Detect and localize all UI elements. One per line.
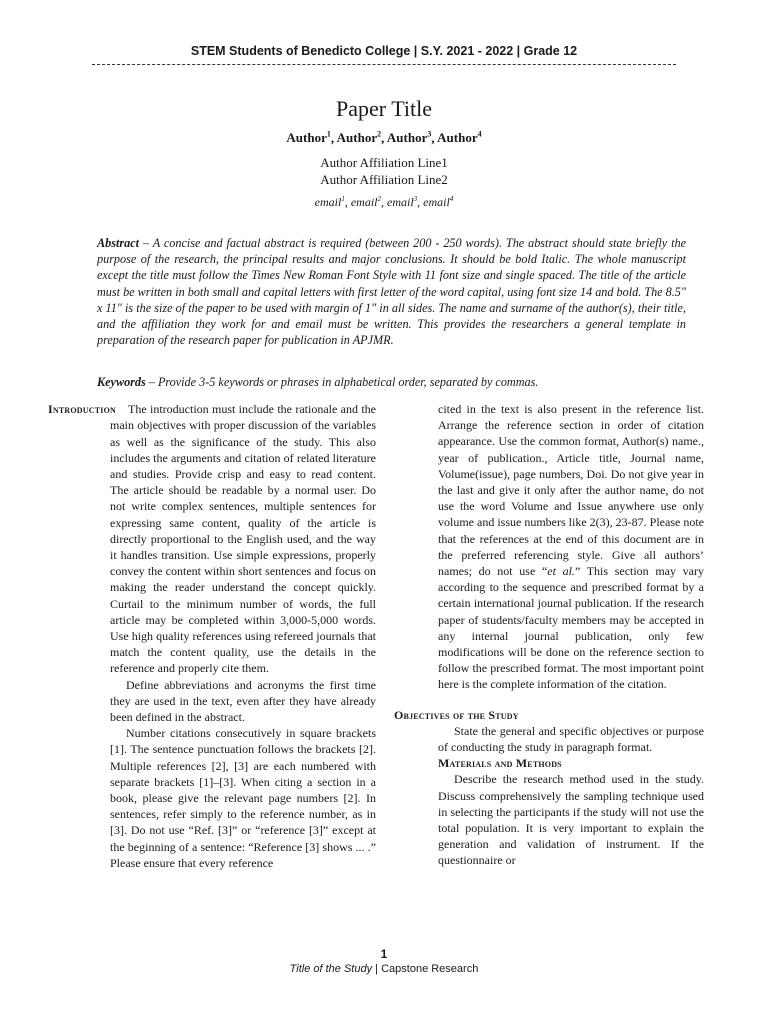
keywords-paragraph: Keywords – Provide 3-5 keywords or phrases in alphabetical order, separated by commas. (97, 375, 539, 389)
keywords-label: Keywords (97, 375, 146, 389)
email-2: email$^2$ (350, 195, 381, 209)
paper-title: Paper Title (336, 96, 432, 121)
intro-paragraph-2: Define abbreviations and acronyms the first time they are used in the text, even after they have already been defined in the abstract. (110, 677, 376, 725)
introduction-heading: Introduction (48, 402, 116, 416)
right-column (394, 401, 704, 869)
author-1: Author$^1$ (286, 130, 331, 146)
footer-title: Title of the Study (289, 963, 373, 975)
keywords-text: Provide 3-5 keywords or phrases in alphabetical order, separated by commas. (157, 375, 539, 389)
author-3: Author$^3$ (386, 130, 432, 146)
abstract-paragraph: Abstract – A concise and factual abstract is required (between 200 - 250 words). The abstract should state briefly the purpose of the research, the principal results and major conclusions. It should be bold Italic. The whole manuscript except the title must follow the Times New Roman Font Style with 11 font size and single spaced. The title of the article must be written in both small and capital letters with first letter of the word capital, using font size 14 and bold. The 8.5" x 11" is the size of the paper to be used with margin of 1" in all sides. The name and surname of the author(s), their title, and the affiliation they work for and email must be written. This provides the researchers a general template in preparation of the research paper for publication in APJMR. (97, 236, 686, 348)
left-column (48, 401, 376, 871)
footer-course: Capstone Research (381, 963, 479, 975)
email-list: email$^1$, email$^2$, email$^3$, email$^4$ (314, 195, 454, 209)
page-number: 1 (380, 947, 388, 961)
intro-paragraph-1: The introduction must include the rationale and the main objectives with proper discussion of the variables as well as the significance of the study. This also includes the arguments and citation of related literature and studies. Provide crisp and easy to read content. The article should be readable by a normal user. Do not write complex sentences, multiple sentences for expressing same content, quality of the article is directly proportional to the English used, and the way it handles transition. Use simple expressions, properly convey the content within short sentences and focus on making the reader understand the concept quickly. Curtail to the minimum number of words, the full article may be completed within 3,000-5,000 words. Use high quality references using refereed journals that match the content quality, use the details in the reference and properly cite them. (110, 402, 376, 676)
running-footer: Title of the Study | Capstone Research (289, 963, 479, 975)
intro-paragraph-3-continued: cited in the text is also present in the reference list. Arrange the reference section in order of citation appearance. Use the common format, Author(s) name., year of publication., Article title, Journal name, Volume(issue), page numbers, Doi. Do not give year in the last and give it only after the author name, do not use the word Volume and Issue anywhere use only volume and issue numbers like 2(3), 23-87. Please note that the references at the end of this document are in the preferred referencing style. Give all authors’ names; do not use “et al.” This section may vary according to the sequence and prescribed format by a certain international journal publication. If the research paper of students/faculty members may be accepted in any internal journal publication, only few modifications will be done on the reference section to follow the prescribed format. The most important point here is the complete information of the citation. (438, 402, 704, 692)
abstract-text: A concise and factual abstract is required (between 200 - 250 words). The abstract should state briefly the purpose of the research, the principal results and major conclusions. It should be bold Italic. The whole manuscript except the title must follow the Times New Roman Font Style with 11 font size and single spaced. The title of the article must be written in both small and capital letters with first letter of the word capital, using font size 14 and bold. The 8.5" x 11" is the size of the paper to be used with margin of 1" in all sides. The name and surname of the author(s), their title, and the affiliation they work for and email must be written. This provides the researchers a general template in preparation of the research paper for publication in APJMR. (97, 236, 686, 348)
email-4: email$^4$ (423, 195, 454, 209)
objectives-paragraph: State the general and specific objectives or purpose of conducting the study in paragraph format. (438, 723, 704, 755)
author-4: Author$^4$ (437, 130, 482, 146)
intro-paragraph-3: Number citations consecutively in square brackets [1]. The sentence punctuation follows the brackets [2]. Multiple references [2], [3] are each numbered with separate brackets [1]–[3]. When citing a section in a book, please give the relevant page numbers [2]. In sentences, refer simply to the reference number, as in [3]. Do not use “Ref. [3]” or “reference [3]” except at the beginning of a sentence: “Reference [3] shows ... .” Please ensure that every reference (110, 726, 376, 870)
et-al: et al. (547, 564, 575, 579)
author-2: Author$^2$ (336, 130, 382, 146)
running-header: STEM Students of Benedicto College | S.Y. 2021 - 2022 | Grade 12 (190, 44, 578, 58)
affiliation-block (0, 154, 768, 188)
email-3: email$^3$ (387, 195, 418, 209)
affiliation-line-1: Author Affiliation Line1 (320, 155, 448, 170)
header-divider (92, 64, 676, 65)
affiliation-line-2: Author Affiliation Line2 (320, 172, 448, 187)
methods-paragraph: Describe the research method used in the study. Discuss comprehensively the sampling technique used in selecting the participants if the study will not use the total population. It is very important to explain the generation and validation of instrument. If the questionnaire or (438, 772, 704, 868)
abstract-label: Abstract (97, 236, 139, 250)
email-1: email$^1$ (314, 195, 345, 209)
methods-heading: Materials and Methods (438, 756, 562, 771)
author-list: Author$^1$, Author$^2$, Author$^3$, Author$^4$ (286, 130, 482, 146)
objectives-heading: Objectives of the Study (394, 707, 519, 722)
